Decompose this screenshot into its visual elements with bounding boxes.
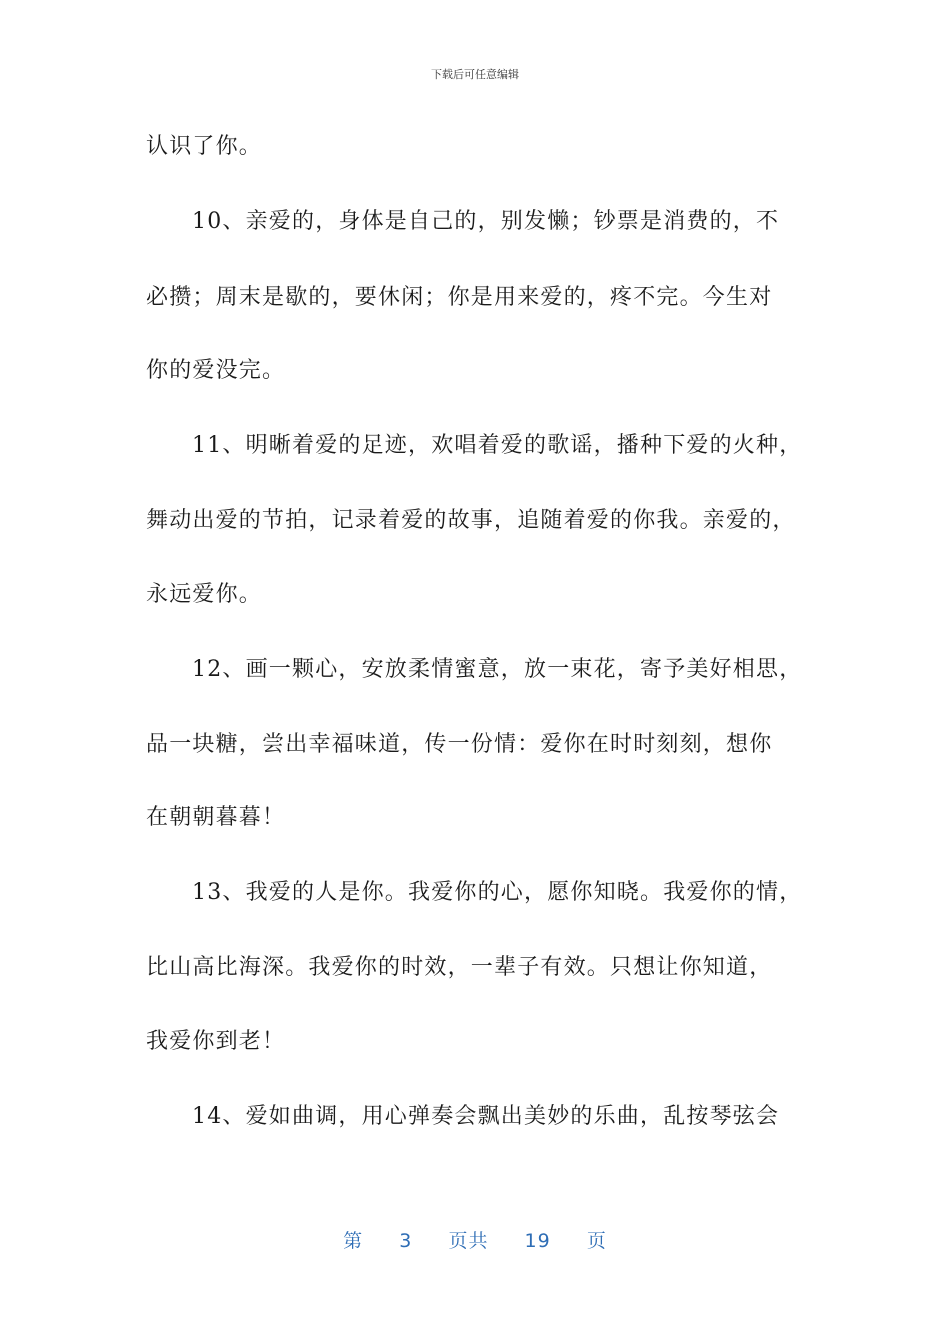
footer-prefix: 第 bbox=[343, 1230, 364, 1252]
page-header-note: 下载后可任意编辑 bbox=[431, 68, 519, 81]
body-line: 认识了你。 bbox=[146, 134, 263, 159]
footer-middle: 页共 bbox=[448, 1230, 489, 1252]
body-line: 13、我爱的人是你。我爱你的心，愿你知晓。我爱你的情， bbox=[192, 880, 803, 905]
footer-total-pages: 19 bbox=[524, 1230, 551, 1252]
footer-current-page: 3 bbox=[399, 1230, 413, 1252]
body-line: 必攒；周末是歇的，要休闲；你是用来爱的，疼不完。今生对 bbox=[146, 285, 773, 310]
body-line: 14、爱如曲调，用心弹奏会飘出美妙的乐曲，乱按琴弦会 bbox=[192, 1104, 780, 1129]
page-footer bbox=[0, 1226, 950, 1253]
body-line: 11、明晰着爱的足迹，欢唱着爱的歌谣，播种下爱的火种， bbox=[192, 433, 803, 458]
body-line: 品一块糖，尝出幸福味道，传一份情：爱你在时时刻刻，想你 bbox=[146, 732, 773, 757]
body-line: 12、画一颗心，安放柔情蜜意，放一束花，寄予美好相思， bbox=[192, 657, 803, 682]
body-line: 舞动出爱的节拍，记录着爱的故事，追随着爱的你我。亲爱的， bbox=[146, 508, 796, 533]
body-line: 永远爱你。 bbox=[146, 582, 263, 607]
body-line: 你的爱没完。 bbox=[146, 358, 286, 383]
footer-suffix: 页 bbox=[586, 1230, 607, 1252]
body-line: 比山高比海深。我爱你的时效，一辈子有效。只想让你知道， bbox=[146, 955, 773, 980]
body-line: 我爱你到老！ bbox=[146, 1029, 286, 1054]
body-line: 在朝朝暮暮！ bbox=[146, 805, 286, 830]
body-line: 10、亲爱的，身体是自己的，别发懒；钞票是消费的，不 bbox=[192, 209, 780, 234]
